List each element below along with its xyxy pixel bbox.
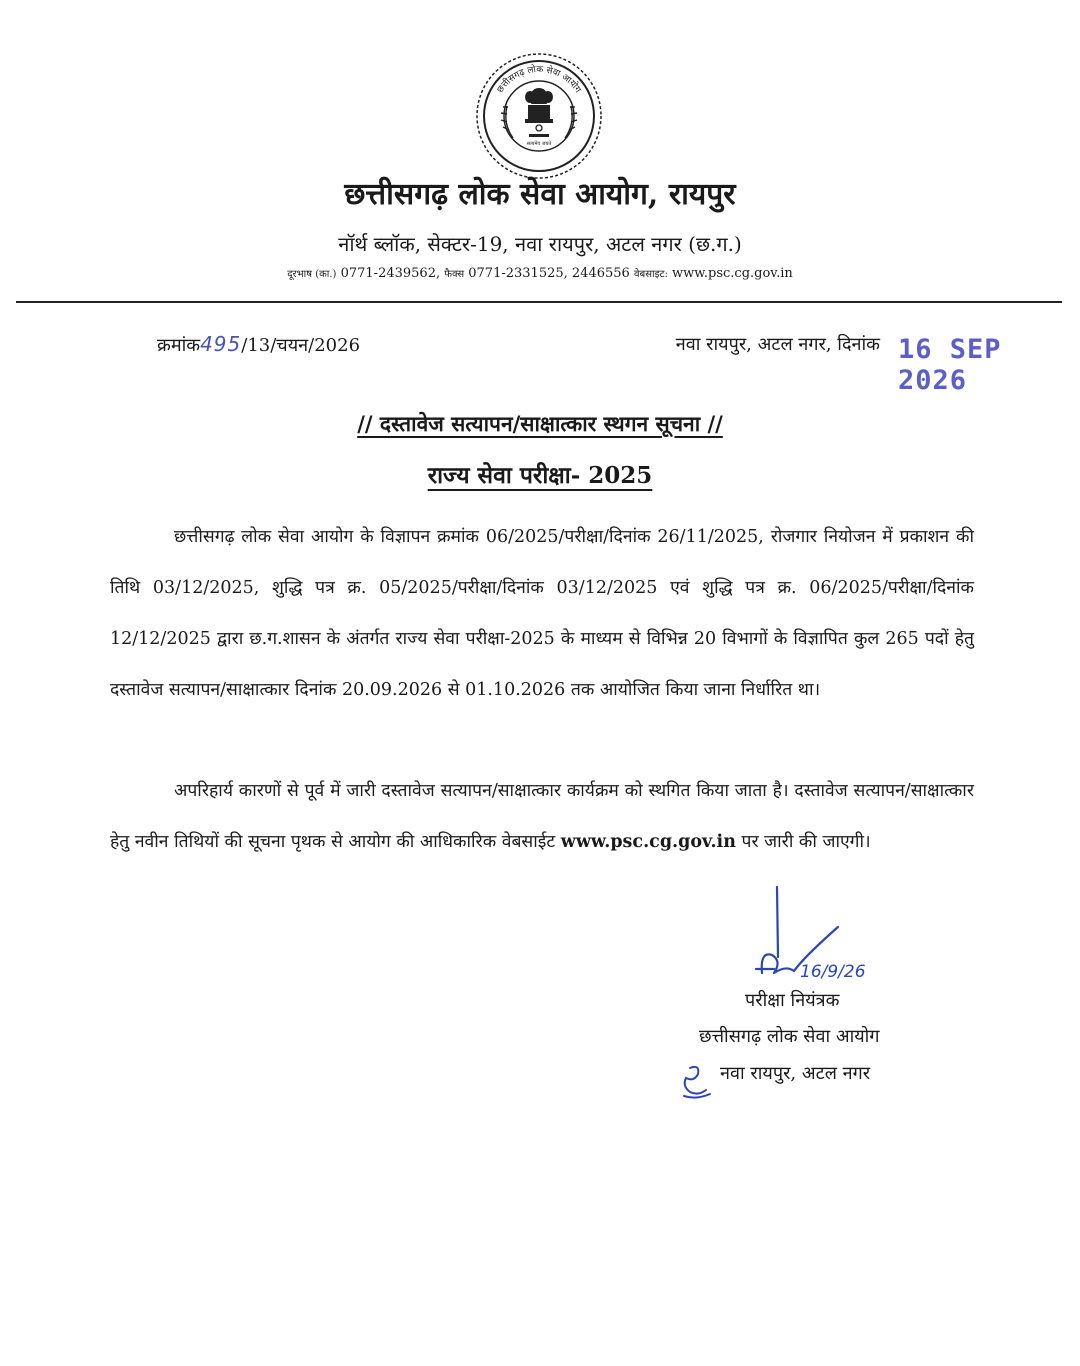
reference-prefix: क्रमांक <box>157 335 201 356</box>
seal-motto: सत्यमेव जयते <box>526 141 552 147</box>
fax-label: फैक्स <box>444 269 465 280</box>
contact-line <box>0 266 1080 281</box>
place-date-label: नवा रायपुर, अटल नगर, दिनांक <box>675 334 880 355</box>
paragraph-2-text: अपरिहार्य कारणों से पूर्व में जारी दस्तावेज सत्यापन/साक्षात्कार कार्यक्रम को स्थगित किया जाता है। दस्तावेज सत्यापन/साक्षात्कार हेतु नवीन तिथियों की सूचना पृथक से आयोग की आधिकारिक वेबसाईट <box>110 781 974 852</box>
paragraph-2-end: पर जारी की जाएगी। <box>735 832 871 852</box>
notice-paragraph-2 <box>110 766 974 868</box>
notice-paragraph-1: छत्तीसगढ़ लोक सेवा आयोग के विज्ञापन क्रमांक 06/2025/परीक्षा/दिनांक 26/11/2025, रोजगार नियोजन में प्रकाशन की तिथि 03/12/2025, शुद्धि पत्र क्र. 05/2025/परीक्षा/दिनांक 03/12/2025 एवं शुद्धि पत्र क्र. 06/2025/परीक्षा/दिनांक 12/12/2025 द्वारा छ.ग.शासन के अंतर्गत राज्य सेवा परीक्षा-2025 के माध्यम से विभिन्न 20 विभागों के विज्ञापित कुल 265 पदों हेतु दस्तावेज सत्यापन/साक्षात्कार दिनांक 20.09.2026 से 01.10.2026 तक आयोजित किया जाना निर्धारित था। <box>110 527 974 700</box>
initials-handwritten <box>676 1060 716 1102</box>
phone-label: दूरभाष (का.) <box>287 269 337 280</box>
handwritten-reference-number: 495 <box>200 332 242 356</box>
exam-title-text: राज्य सेवा परीक्षा- 2025 <box>427 462 653 489</box>
website-text: www.psc.cg.gov.in <box>672 266 793 281</box>
fax-number: 0771-2331525, 2446556 <box>468 266 630 281</box>
exam-title <box>0 458 1080 490</box>
reference-suffix: /13/चयन/2026 <box>241 335 361 356</box>
reference-number <box>157 332 360 357</box>
website-link[interactable]: www.psc.cg.gov.in <box>560 832 736 852</box>
header-divider <box>16 301 1062 303</box>
signatory-organization: छत्तीसगढ़ लोक सेवा आयोग <box>699 1026 880 1047</box>
organization-title: छत्तीसगढ़ लोक सेवा आयोग, रायपुर <box>344 177 736 212</box>
commission-seal-logo <box>473 50 605 182</box>
notice-heading-text: // दस्तावेज सत्यापन/साक्षात्कार स्थगन सूचना // <box>357 411 723 436</box>
signature-date: 16/9/26 <box>800 962 866 982</box>
organization-address: नॉर्थ ब्लॉक, सेक्टर-19, नवा रायपुर, अटल नगर (छ.ग.) <box>338 232 742 256</box>
notice-heading <box>0 410 1080 438</box>
seal-text: छत्तीसगढ़ लोक सेवा आयोग <box>495 64 583 95</box>
website-label: वेबसाइट: <box>633 269 668 280</box>
date-stamp: 16 SEP 2026 <box>898 334 1002 396</box>
signatory-place: नवा रायपुर, अटल नगर <box>720 1063 871 1084</box>
phone-number: 0771-2439562, <box>340 266 441 281</box>
signatory-designation: परीक्षा नियंत्रक <box>745 990 840 1011</box>
signature-handwritten <box>730 885 895 995</box>
